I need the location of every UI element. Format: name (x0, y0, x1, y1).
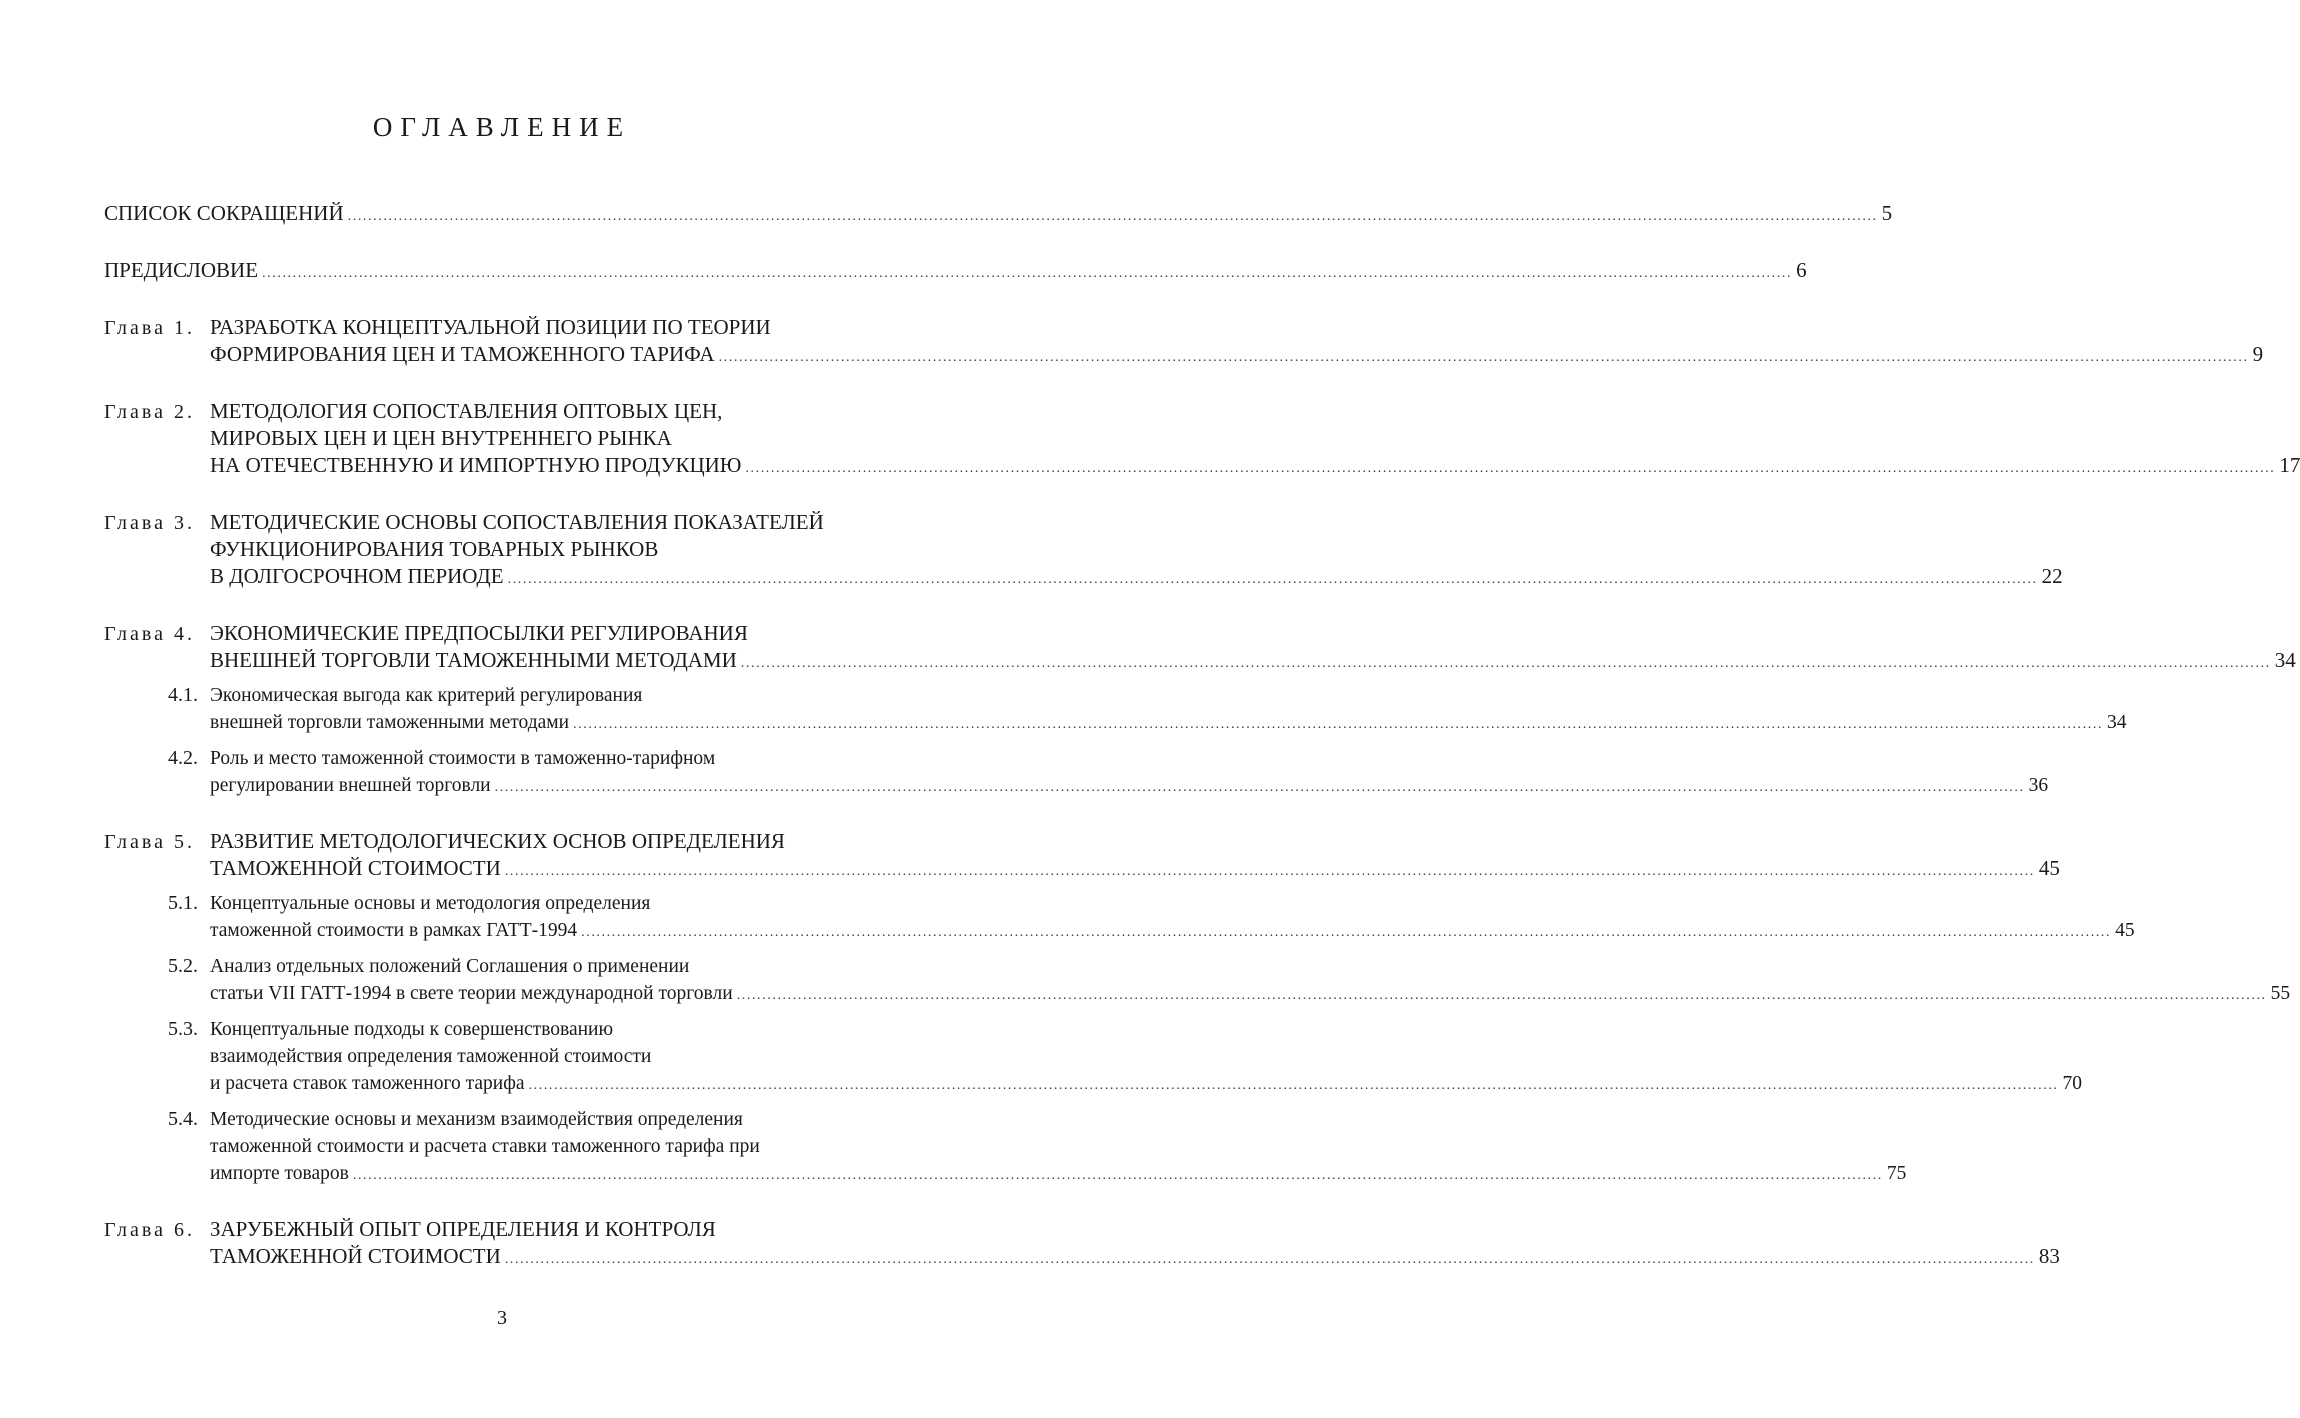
toc-entry-row (104, 620, 2296, 677)
toc-entry (104, 509, 2063, 593)
toc-entry-body (104, 200, 1893, 230)
toc-entry (104, 200, 1893, 230)
toc-section-row (104, 745, 2049, 801)
toc-entry-line[interactable]: ЭКОНОМИЧЕСКИЕ ПРЕДПОСЫЛКИ РЕГУЛИРОВАНИЯ (210, 621, 748, 645)
toc-entry-line[interactable]: МЕТОДОЛОГИЯ СОПОСТАВЛЕНИЯ ОПТОВЫХ ЦЕН, (210, 399, 723, 423)
dot-leader: ............................................................................................................................................................................................................................................................................................................ (745, 461, 2276, 476)
toc-entry-line[interactable]: ЗАРУБЕЖНЫЙ ОПЫТ ОПРЕДЕЛЕНИЯ И КОНТРОЛЯ (210, 1217, 716, 1241)
toc-entry-body (104, 257, 1807, 287)
toc-section-line[interactable]: Концептуальные основы и методология определения (210, 893, 651, 914)
chapter-label: Глава 3. (104, 512, 195, 534)
toc-last-line (210, 1070, 2083, 1099)
toc-section-body (210, 1016, 2083, 1099)
chapter-label: Глава 4. (104, 623, 195, 645)
toc-entry-title[interactable]: ТАМОЖЕННОЙ СТОИМОСТИ (210, 856, 501, 880)
dot-leader: ............................................................................................................................................................................................................................................................................................................ (507, 572, 2038, 587)
toc-entry-title[interactable]: регулировании внешней торговли (210, 775, 491, 796)
toc-page-number[interactable]: 17 (2279, 453, 2300, 477)
toc-entry-row (104, 1216, 2060, 1273)
toc-entry-row (104, 314, 2264, 371)
toc-entry-row (104, 398, 2300, 482)
dot-leader: ............................................................................................................................................................................................................................................................................................................ (504, 864, 2035, 879)
toc-entry-title[interactable]: и расчета ставок таможенного тарифа (210, 1073, 525, 1094)
toc-entry-row (104, 509, 2063, 593)
dot-leader: ............................................................................................................................................................................................................................................................................................................ (528, 1078, 2059, 1093)
toc-last-line (210, 917, 2135, 946)
toc-entry-title[interactable]: ВНЕШНЕЙ ТОРГОВЛИ ТАМОЖЕННЫМИ МЕТОДАМИ (210, 648, 737, 672)
toc-page-number[interactable]: 36 (2028, 775, 2049, 796)
toc-section-body (210, 1106, 1907, 1189)
toc-section-body (210, 745, 2049, 801)
toc-entry-row (104, 828, 2060, 885)
toc-entry-line[interactable]: МЕТОДИЧЕСКИЕ ОСНОВЫ СОПОСТАВЛЕНИЯ ПОКАЗАТЕЛЕЙ (210, 510, 824, 534)
toc-entry-title[interactable]: импорте товаров (210, 1163, 349, 1184)
toc-entry-title[interactable]: НА ОТЕЧЕСТВЕННУЮ И ИМПОРТНУЮ ПРОДУКЦИЮ (210, 453, 742, 477)
toc-entry-title[interactable]: В ДОЛГОСРОЧНОМ ПЕРИОДЕ (210, 564, 504, 588)
chapter-label: Глава 1. (104, 317, 195, 339)
dot-leader: ............................................................................................................................................................................................................................................................................................................ (504, 1252, 2035, 1267)
toc-last-line (210, 452, 2300, 482)
page-title: ОГЛАВЛЕНИЕ (372, 112, 632, 142)
toc-entry (104, 398, 2300, 482)
toc-page-number[interactable]: 45 (2115, 920, 2135, 941)
toc-last-line (210, 855, 2060, 885)
chapter-label: Глава 2. (104, 401, 195, 423)
toc-entry-line[interactable]: МИРОВЫХ ЦЕН И ЦЕН ВНУТРЕННЕГО РЫНКА (210, 426, 672, 450)
dot-leader: ............................................................................................................................................................................................................................................................................................................ (347, 209, 1878, 224)
section-number: 5.1. (168, 892, 198, 914)
dot-leader: ............................................................................................................................................................................................................................................................................................................ (581, 925, 2112, 940)
toc-page-number[interactable]: 34 (2274, 648, 2296, 672)
toc-page-number[interactable]: 22 (2041, 564, 2063, 588)
toc-section-row (104, 890, 2135, 946)
toc-last-line (210, 1243, 2060, 1273)
toc-last-line (210, 772, 2049, 801)
toc-page-number[interactable]: 83 (2038, 1244, 2060, 1268)
toc-entry (104, 314, 2264, 371)
toc-page-number[interactable]: 6 (1796, 258, 1807, 282)
section-number: 5.2. (168, 955, 198, 977)
toc-section-row (104, 1106, 1907, 1189)
dot-leader: ............................................................................................................................................................................................................................................................................................................ (736, 988, 2267, 1003)
chapter-label: Глава 5. (104, 831, 195, 853)
toc-entry-body (210, 509, 2063, 593)
toc-entry-line[interactable]: РАЗВИТИЕ МЕТОДОЛОГИЧЕСКИХ ОСНОВ ОПРЕДЕЛЕНИЯ (210, 829, 785, 853)
toc-last-line (210, 1160, 1907, 1189)
toc-section-body (210, 682, 2127, 738)
toc-page-number[interactable]: 70 (2062, 1073, 2083, 1094)
toc-section-line[interactable]: Роль и место таможенной стоимости в таможенно-тарифном (210, 748, 716, 769)
toc-page-number[interactable]: 5 (1881, 201, 1893, 225)
toc-section-body (210, 890, 2135, 946)
toc-section-line[interactable]: Концептуальные подходы к совершенствованию (210, 1019, 614, 1040)
toc-last-line (210, 709, 2127, 738)
toc-last-line (210, 563, 2063, 593)
toc-page-number[interactable]: 55 (2270, 983, 2291, 1004)
toc-page-number[interactable]: 75 (1886, 1163, 1907, 1184)
toc-entry-body (210, 620, 2296, 677)
dot-leader: ............................................................................................................................................................................................................................................................................................................ (573, 717, 2104, 732)
section-number: 4.1. (168, 684, 198, 706)
toc-entry-title[interactable]: ПРЕДИСЛОВИЕ (104, 258, 259, 282)
toc-entry-title[interactable]: статьи VII ГАТТ-1994 в свете теории международной торговли (210, 983, 733, 1004)
toc-section-line[interactable]: Методические основы и механизм взаимодействия определения (210, 1109, 743, 1130)
toc-last-line (104, 257, 1807, 287)
toc-entry-line[interactable]: РАЗРАБОТКА КОНЦЕПТУАЛЬНОЙ ПОЗИЦИИ ПО ТЕОРИИ (210, 315, 771, 339)
chapter-label: Глава 6. (104, 1219, 195, 1241)
toc-entry (104, 620, 2296, 801)
toc-entry-line[interactable]: ФУНКЦИОНИРОВАНИЯ ТОВАРНЫХ РЫНКОВ (210, 537, 659, 561)
section-number: 5.3. (168, 1018, 198, 1040)
toc-last-line (210, 647, 2296, 677)
toc-section-line[interactable]: таможенной стоимости и расчета ставки таможенного тарифа при (210, 1136, 760, 1157)
toc-entry-title[interactable]: СПИСОК СОКРАЩЕНИЙ (104, 201, 344, 225)
toc-page-number[interactable]: 9 (2252, 342, 2264, 366)
toc-section-row (104, 682, 2127, 738)
toc-last-line (210, 980, 2291, 1009)
table-of-contents (104, 200, 2300, 1300)
toc-entry-title[interactable]: ФОРМИРОВАНИЯ ЦЕН И ТАМОЖЕННОГО ТАРИФА (210, 342, 715, 366)
toc-entry-body (210, 1216, 2060, 1273)
toc-sections (104, 890, 2291, 1189)
toc-entry (104, 828, 2291, 1189)
toc-entry-body (210, 398, 2300, 482)
toc-entry-row (104, 200, 1893, 230)
toc-section-body (210, 953, 2291, 1009)
toc-sections (104, 682, 2127, 801)
toc-section-line[interactable]: Анализ отдельных положений Соглашения о применении (210, 956, 690, 977)
toc-entry-row (104, 257, 1807, 287)
toc-entry (104, 1216, 2060, 1273)
toc-entry (104, 257, 1807, 287)
toc-last-line (210, 341, 2264, 371)
toc-entry-title[interactable]: ТАМОЖЕННОЙ СТОИМОСТИ (210, 1244, 501, 1268)
toc-last-line (104, 200, 1893, 230)
dot-leader: ............................................................................................................................................................................................................................................................................................................ (494, 780, 2025, 795)
toc-section-line[interactable]: взаимодействия определения таможенной стоимости (210, 1046, 652, 1067)
section-number: 4.2. (168, 747, 198, 769)
section-number: 5.4. (168, 1108, 198, 1130)
toc-section-row (104, 953, 2291, 1009)
toc-section-line[interactable]: Экономическая выгода как критерий регулирования (210, 685, 643, 706)
dot-leader: ............................................................................................................................................................................................................................................................................................................ (262, 266, 1793, 281)
page-number: 3 (497, 1307, 507, 1329)
toc-section-row (104, 1016, 2083, 1099)
toc-entry-title[interactable]: таможенной стоимости в рамках ГАТТ-1994 (210, 920, 578, 941)
toc-entry-body (210, 828, 2060, 885)
dot-leader: ............................................................................................................................................................................................................................................................................................................ (352, 1168, 1883, 1183)
dot-leader: ............................................................................................................................................................................................................................................................................................................ (718, 350, 2249, 365)
toc-entry-title[interactable]: внешней торговли таможенными методами (210, 712, 570, 733)
toc-entry-body (210, 314, 2264, 371)
toc-page-number[interactable]: 34 (2107, 712, 2127, 733)
dot-leader: ............................................................................................................................................................................................................................................................................................................ (740, 656, 2271, 671)
toc-page-number[interactable]: 45 (2038, 856, 2060, 880)
